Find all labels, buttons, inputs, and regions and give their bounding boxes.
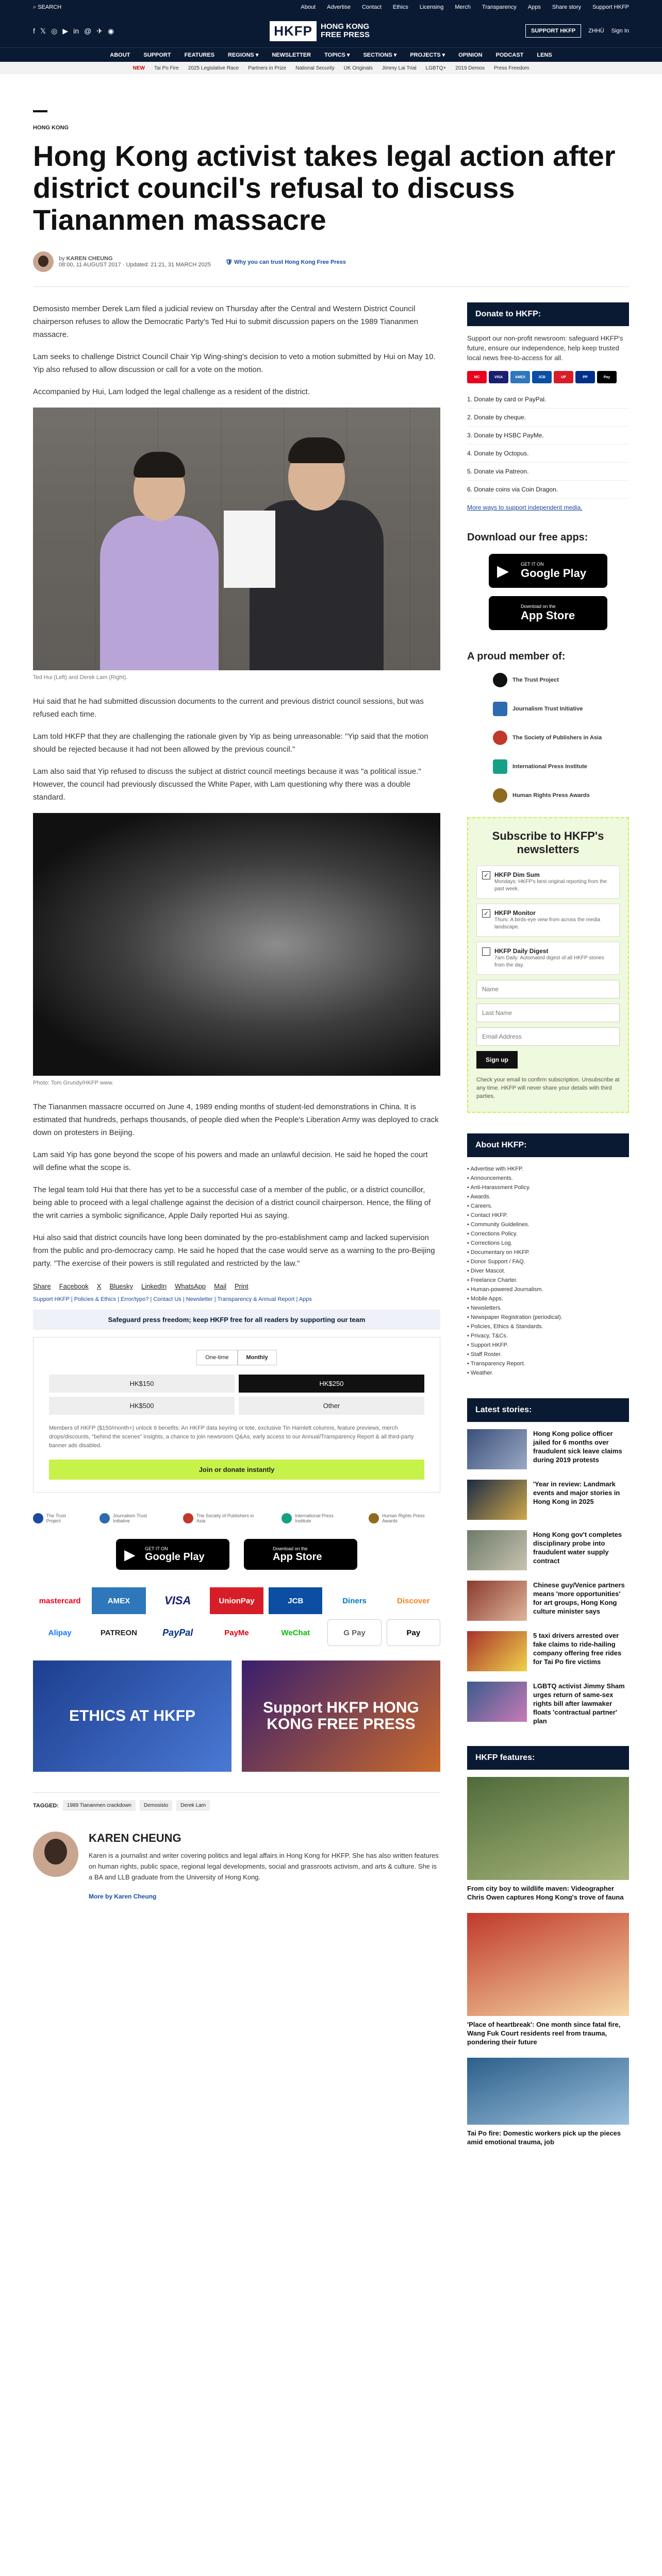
tag[interactable]: 1989 Tiananmen crackdown (63, 1800, 136, 1811)
section-rule (33, 110, 47, 112)
story-thumbnail (467, 1581, 527, 1621)
tag[interactable]: Derek Lam (176, 1800, 210, 1811)
member-logo[interactable] (493, 788, 629, 803)
google-play-icon: ▶ (124, 1547, 136, 1563)
about-link[interactable]: • Staff Roster. (467, 1350, 629, 1359)
member-logo[interactable] (493, 731, 629, 745)
partner-mark-icon (183, 1513, 193, 1523)
feature-story[interactable] (467, 2058, 629, 2146)
payment-logo: G Pay (327, 1619, 381, 1646)
top-link-licensing[interactable]: Licensing (419, 4, 444, 10)
top-link-about[interactable]: About (301, 4, 316, 10)
partner-mark-icon (369, 1513, 379, 1523)
member-name: Journalism Trust Initiative (512, 705, 583, 712)
author-box-name[interactable]: KAREN CHEUNG (89, 1832, 181, 1844)
sopa-icon (493, 731, 507, 745)
last-name-input[interactable] (476, 1004, 620, 1022)
story-headline: LGBTQ activist Jimmy Sham urges return of same-sex rights bill after lawmaker floats 'contractual partner' plan (533, 1682, 625, 1725)
tags (33, 1792, 440, 1811)
photo-caption: Ted Hui (Left) and Derek Lam (Right). (33, 674, 128, 681)
story-headline: 'Year in review: Landmark events and major stories in Hong Kong in 2025 (533, 1480, 620, 1505)
photo-caption: Photo: Tom Grundy/HKFP www. (33, 1080, 114, 1086)
google-play-badge[interactable] (489, 554, 607, 588)
badge-small-text: Download on the (273, 1546, 308, 1551)
membership-note: Members of HKFP ($150/month+) unlock 6 benefits: An HKFP data keyring or tote, exclusive Tin Hamlett columns, feature previews, merch drops/discounts, "behind the scenes" insights, a chance to join newsroom Q&As, early access to our Annual/Transparency Report & all third-party banner ads disabled. (49, 1425, 414, 1449)
feature-headline: 'Place of heartbreak': One month since fatal fire, Wang Fuk Court residents reel from trauma, pondering their future (467, 2021, 621, 2046)
article-body (33, 302, 440, 2158)
paragraph: Lam seeks to challenge District Council Chair Yip Wing-shing's decision to veto a motion submitted by Hui on May 10. Yip also refused to allow discussion or call for a vote on the motion. (33, 352, 436, 374)
badge-store-name: Google Play (145, 1551, 205, 1563)
monthly-toggle[interactable]: Monthly (238, 1350, 277, 1365)
share-print[interactable]: Print (234, 1282, 249, 1290)
partner-mark-icon (282, 1513, 292, 1523)
social-icons (33, 27, 114, 36)
payment-logo: Alipay (48, 1628, 72, 1637)
linkedin-icon[interactable]: in (73, 26, 79, 35)
about-link[interactable]: • Policies, Ethics & Standards. (467, 1322, 629, 1331)
newsletter-option[interactable] (476, 904, 620, 937)
top-link-apps[interactable]: Apps (527, 4, 541, 10)
logo-line-2: FREE PRESS (321, 30, 370, 39)
nav-sections[interactable]: SECTIONS ▾ (363, 52, 397, 58)
about-link[interactable]: • Donor Support / FAQ. (467, 1257, 629, 1266)
more-ways-link[interactable]: More ways to support independent media. (467, 504, 583, 511)
donate-widget (33, 1337, 440, 1493)
donate-sidebar-text: Support our non-profit newsroom: safeguard HKFP's future, ensure our independence, help keep trusted local news free-to-access for all. (467, 334, 623, 362)
payment-logo: PayPal (162, 1627, 193, 1638)
about-link[interactable]: • Mobile Apps. (467, 1294, 629, 1303)
trust-project-icon (493, 673, 507, 687)
about-link[interactable]: • Transparency Report. (467, 1359, 629, 1368)
about-title: About HKFP: (467, 1133, 629, 1157)
payment-logo: AMEX (92, 1587, 145, 1614)
page-container (33, 74, 629, 2158)
about-link[interactable]: • Newsletters. (467, 1303, 629, 1313)
story-thumbnail (467, 1429, 527, 1469)
donate-method[interactable]: 6. Donate coins via Coin Dragon. (467, 481, 629, 499)
trending-link[interactable]: Jimmy Lai Trial (382, 65, 417, 71)
badge-small-text: Download on the (521, 604, 556, 609)
payment-logo: Pay (387, 1619, 440, 1646)
story-thumbnail (467, 1682, 527, 1722)
applepay-icon: Pay (597, 371, 617, 383)
partner-logo[interactable] (282, 1513, 350, 1523)
article-dates: 08:00, 11 AUGUST 2017 · Updated: 21:21, 31 MARCH 2025 (59, 262, 211, 268)
hrpa-icon (493, 788, 507, 803)
newsletter-name: HKFP Daily Digest (494, 947, 549, 955)
about-link[interactable]: • Announcements. (467, 1174, 629, 1183)
partner-name: The Society of Publishers in Asia (196, 1513, 254, 1523)
trust-link-label: Why you can trust Hong Kong Free Press (234, 259, 346, 265)
partner-name: Journalism Trust Initiative (113, 1513, 147, 1523)
join-donate-button[interactable]: Join or donate instantly (49, 1460, 424, 1480)
support-links-row[interactable]: Support HKFP | Policies & Ethics | Error/typo? | Contact Us | Newsletter | Transparency & Annual Report | Apps (33, 1296, 312, 1302)
about-list (467, 1164, 629, 1378)
trending-link[interactable]: Partners in Prize (248, 65, 287, 71)
donate-method[interactable]: 1. Donate by card or PayPal. (467, 391, 629, 409)
tag[interactable]: Demosisto (140, 1800, 172, 1811)
about-link[interactable]: • Contact HKFP. (467, 1211, 629, 1220)
payment-logo: JCB (269, 1587, 322, 1614)
donate-sidebar-title: Donate to HKFP: (467, 302, 629, 326)
features-title: HKFP features: (467, 1746, 629, 1770)
app-store-badge[interactable] (244, 1539, 357, 1570)
latest-story[interactable] (467, 1530, 629, 1570)
main-nav (0, 47, 662, 62)
youtube-icon[interactable]: ▶ (62, 26, 69, 35)
newsletter-desc: Thurs: A birds-eye view from across the media landscape. (494, 917, 601, 930)
story-thumbnail (467, 1480, 527, 1520)
feature-image (467, 1913, 629, 2016)
nav-features[interactable]: FEATURES (184, 52, 215, 58)
latest-story[interactable] (467, 1581, 629, 1621)
google-play-icon: ▶ (497, 563, 509, 580)
donate-method[interactable]: 4. Donate by Octopus. (467, 445, 629, 463)
paragraph: Lam also said that Yip refused to discuss the subject at district council meetings because it was "a political issue." However, the council had previously discussed the White Paper, with Lam questioning why there was a double standard. (33, 767, 421, 802)
share-bar (33, 1282, 440, 1290)
story-headline: 5 taxi drivers arrested over fake claims to ride-hailing company offering free rides for Tai Po fire victims (533, 1632, 622, 1666)
facebook-icon[interactable]: f (33, 26, 35, 35)
donate-method[interactable]: 3. Donate by HSBC PayMe. (467, 427, 629, 445)
author-box (33, 1832, 440, 1901)
sidebar (467, 302, 629, 2158)
share-label[interactable]: Share (33, 1282, 51, 1290)
feature-story[interactable] (467, 1913, 629, 2046)
payment-logo: VISA (164, 1594, 191, 1607)
trending-link[interactable]: Press Freedom (493, 65, 529, 71)
share-x[interactable]: X (96, 1282, 102, 1290)
badge-store-name: App Store (273, 1551, 322, 1563)
top-link-merch[interactable]: Merch (455, 4, 471, 10)
partner-logo[interactable] (369, 1513, 440, 1523)
about-link[interactable]: • Documentary on HKFP. (467, 1248, 629, 1257)
x-icon[interactable]: 𝕏 (40, 26, 46, 35)
latest-story[interactable] (467, 1480, 629, 1520)
trending-link[interactable]: LGBTQ+ (425, 65, 446, 71)
logo-mark: HKFP (270, 21, 317, 41)
badge-store-name: App Store (521, 609, 575, 622)
card-icons (467, 371, 629, 383)
share-whatsapp[interactable]: WhatsApp (175, 1282, 206, 1290)
more-by-author-link[interactable]: More by Karen Cheung (89, 1893, 157, 1900)
top-link-contact[interactable]: Contact (361, 4, 382, 10)
trending-bar (0, 62, 662, 74)
author-avatar[interactable] (33, 251, 54, 272)
member-logo[interactable] (493, 702, 629, 716)
ethics-promo[interactable]: ETHICS AT HKFP (33, 1660, 231, 1772)
donate-method[interactable]: 2. Donate by cheque. (467, 409, 629, 427)
about-link[interactable]: • Privacy, T&Cs. (467, 1331, 629, 1341)
top-link-advertise[interactable]: Advertise (327, 4, 351, 10)
support-hkfp-button[interactable]: SUPPORT HKFP (525, 24, 581, 38)
trending-link[interactable]: National Security (295, 65, 335, 71)
payment-logo: Diners (342, 1596, 367, 1605)
member-logo[interactable] (493, 673, 629, 687)
support-promo[interactable]: Support HKFP HONG KONG FREE PRESS (242, 1660, 440, 1772)
language-switch[interactable]: ZHHÜ (588, 28, 604, 34)
about-link[interactable]: • Human-powered Journalism. (467, 1285, 629, 1294)
partner-name: The Trust Project (46, 1513, 66, 1523)
trust-link[interactable]: 🛡 Why you can trust Hong Kong Free Press (225, 259, 346, 265)
payment-logo: PATREON (100, 1628, 137, 1637)
byline (33, 251, 629, 287)
newsletter-desc: Mondays: HKFP's best original reporting from the past week. (494, 879, 607, 892)
email-input[interactable] (476, 1027, 620, 1046)
sign-up-button[interactable]: Sign up (476, 1051, 518, 1069)
amount-option-selected[interactable]: HK$250 (239, 1375, 424, 1393)
share-facebook[interactable]: Facebook (59, 1282, 89, 1290)
one-time-toggle[interactable]: One-time (196, 1350, 237, 1365)
amount-option[interactable]: HK$150 (49, 1375, 235, 1393)
story-headline: Chinese guy/Venice partners means 'more opportunities' for art groups, Hong Kong culture minister says (533, 1581, 625, 1615)
paragraph: Hui said that he had submitted discussion documents to the current and previous district council sessions, but was refused each time. (33, 697, 424, 719)
member-logo[interactable] (493, 759, 629, 774)
latest-story[interactable] (467, 1429, 629, 1469)
story-thumbnail (467, 1530, 527, 1570)
payment-logo: PayMe (224, 1628, 249, 1637)
feature-image (467, 2058, 629, 2125)
ipi-icon (493, 759, 507, 774)
section-label[interactable]: HONG KONG (33, 125, 69, 131)
checkbox-icon[interactable] (482, 947, 490, 956)
member-name: The Society of Publishers in Asia (512, 734, 602, 741)
share-bluesky[interactable]: Bluesky (109, 1282, 133, 1290)
top-link-ethics[interactable]: Ethics (392, 4, 408, 10)
partner-logos (33, 1513, 440, 1523)
partner-logo[interactable] (100, 1513, 164, 1523)
member-name: International Press Institute (512, 763, 587, 770)
partner-logo[interactable] (183, 1513, 263, 1523)
newsletter-signup (467, 817, 629, 1113)
about-link[interactable]: • Community Guidelines. (467, 1220, 629, 1229)
sign-in-link[interactable]: Sign In (611, 28, 629, 34)
badge-small-text: GET IT ON (145, 1546, 168, 1551)
donate-methods (467, 391, 629, 499)
top-link-transparency[interactable]: Transparency (482, 4, 517, 10)
partner-name: International Press Institute (294, 1513, 334, 1523)
amount-option-other[interactable]: Other (239, 1397, 424, 1415)
author-avatar-large[interactable] (33, 1832, 78, 1877)
payment-logo: WeChat (281, 1628, 310, 1637)
google-play-badge[interactable] (116, 1539, 229, 1570)
donate-strip[interactable]: Safeguard press freedom; keep HKFP free for all readers by supporting our team (33, 1310, 440, 1330)
article-photo-2 (33, 813, 440, 1076)
trending-link[interactable]: 2025 Legislative Race (188, 65, 239, 71)
paragraph: Accompanied by Hui, Lam lodged the legal challenge as a resident of the district. (33, 387, 310, 396)
site-logo[interactable] (114, 21, 525, 41)
member-name: Human Rights Press Awards (512, 792, 590, 799)
nav-topics[interactable]: TOPICS ▾ (324, 52, 350, 58)
paragraph: Demosisto member Derek Lam filed a judicial review on Thursday after the Central and Western District Council chairperson refuses to allow the Democratic Party's Ted Hui to submit discussion papers on the 1989 Tiananmen massacre. (33, 304, 419, 339)
nav-opinion[interactable]: OPINION (458, 52, 483, 58)
paragraph: Lam told HKFP that they are challenging the rationale given by Yip as being unreasonable: "Yip said that the motion should be rejected because it had not been allowed by the previous council." (33, 732, 428, 754)
about-link[interactable]: • Awards. (467, 1192, 629, 1201)
nav-projects[interactable]: PROJECTS ▾ (410, 52, 445, 58)
about-link[interactable]: • Corrections Policy. (467, 1229, 629, 1239)
trending-link[interactable]: 2019 Demos (455, 65, 485, 71)
search-link[interactable]: ⌕ SEARCH (33, 4, 62, 10)
about-link[interactable]: • Advertise with HKFP. (467, 1164, 629, 1174)
badge-store-name: Google Play (521, 567, 587, 580)
partner-mark-icon (33, 1513, 43, 1523)
paragraph: The Tiananmen massacre occurred on June 4, 1989 ending months of student-led demonstrations in China. It is estimated that hundreds, perhaps thousands, of people died when the People's Liberation Army was deployed to crack down on protesters in Beijing. (33, 1103, 439, 1137)
author-bio: Karen is a journalist and writer covering politics and legal affairs in Hong Kong for HKFP. She has also written features on human rights, public space, regional legal developments, social and grassroots activism, and arts & culture. She is a BA and LLB graduate from the University of Hong Kong. (89, 1852, 439, 1881)
search-label: SEARCH (38, 4, 62, 10)
about-link[interactable]: • Careers. (467, 1201, 629, 1211)
jcb-icon: JCB (532, 371, 552, 383)
checkbox-checked-icon[interactable]: ✓ (482, 909, 490, 918)
paragraph: Lam said Yip has gone beyond the scope of his powers and made an unlawful decision. He said he hoped the court will define what the scope is. (33, 1150, 428, 1172)
nav-lens[interactable]: LENS (537, 52, 552, 58)
payment-logo: UnionPay (210, 1587, 263, 1614)
jti-icon (493, 702, 507, 716)
latest-story[interactable] (467, 1682, 629, 1725)
partner-name: Human Rights Press Awards (382, 1513, 425, 1523)
amex-icon: AMEX (510, 371, 530, 383)
paypal-icon: PP (575, 371, 595, 383)
share-mail[interactable]: Mail (214, 1282, 226, 1290)
latest-title: Latest stories: (467, 1398, 629, 1422)
newsletter-desc: 7am Daily: Automated digest of all HKFP stories from the day. (494, 955, 604, 968)
about-link[interactable]: • Support HKFP. (467, 1341, 629, 1350)
new-badge: NEW (133, 65, 145, 71)
telegram-icon[interactable]: ✈ (96, 26, 103, 35)
about-link[interactable]: • Newspaper Registration (periodical). (467, 1313, 629, 1322)
article-photo-1 (33, 408, 440, 670)
author-name[interactable]: KAREN CHEUNG (66, 256, 113, 262)
newsletter-option[interactable] (476, 942, 620, 975)
feature-headline: Tai Po fire: Domestic workers pick up the pieces amid emotional trauma, job (467, 2129, 621, 2146)
about-link[interactable]: • Corrections Log. (467, 1239, 629, 1248)
member-name: The Trust Project (512, 676, 559, 683)
feature-headline: From city boy to wildlife maven: Videographer Chris Owen captures Hong Kong's trove of fauna (467, 1885, 624, 1901)
about-link[interactable]: • Freelance Charter. (467, 1276, 629, 1285)
newsletter-name: HKFP Monitor (494, 909, 536, 917)
nav-podcast[interactable]: PODCAST (495, 52, 524, 58)
member-title: A proud member of: (467, 651, 566, 662)
logo-line-1: HONG KONG (321, 22, 370, 31)
payment-logo: Discover (397, 1596, 430, 1605)
paragraph: Hui also said that district councils have long been dominated by the pro-establishment camp and lacked supervision from the public and pro-democracy camp. He said he hoped that the case would serve as a warning to the pro-Beijing party. "The exercise of their powers is still regulated and restricted by the law." (33, 1233, 435, 1268)
byline-by: by (59, 256, 65, 262)
feature-story[interactable] (467, 1777, 629, 1902)
mastercard-icon: MC (467, 371, 487, 383)
newsletter-title: Subscribe to HKFP's newsletters (492, 829, 604, 856)
paragraph: The legal team told Hui that there has yet to be a successful case of a member of the public, or a district councillor, being able to proceed with a legal challenge against the decision of a district council chairperson. Hence, the filing of the writ carries a symbolic significance, Apple Daily reported Hui as saying. (33, 1185, 431, 1220)
nav-support[interactable]: SUPPORT (143, 52, 171, 58)
apps-title: Download our free apps: (467, 532, 588, 543)
newsletter-name: HKFP Dim Sum (494, 871, 540, 878)
payment-methods (33, 1587, 440, 1646)
latest-story[interactable] (467, 1631, 629, 1671)
nav-regions[interactable]: REGIONS ▾ (228, 52, 259, 58)
newsletter-option[interactable] (476, 866, 620, 899)
article-title: Hong Kong activist takes legal action after district council's refusal to discuss Tiananmen massacre (33, 140, 616, 236)
nav-about[interactable]: ABOUT (110, 52, 130, 58)
instagram-icon[interactable]: ◎ (51, 26, 58, 35)
partner-mark-icon (100, 1513, 110, 1523)
story-headline: Hong Kong gov't completes disciplinary probe into fraudulent water supply contract (533, 1531, 622, 1565)
unionpay-icon: UP (554, 371, 573, 383)
checkbox-checked-icon[interactable]: ✓ (482, 871, 490, 879)
promo-banners (33, 1660, 440, 1772)
amount-option[interactable]: HK$500 (49, 1397, 235, 1415)
top-link-support[interactable]: Support HKFP (592, 4, 629, 10)
payment-logo: mastercard (39, 1596, 81, 1605)
trending-link[interactable]: UK Originals (343, 65, 373, 71)
first-name-input[interactable] (476, 980, 620, 998)
top-link-share-story[interactable]: Share story (552, 4, 582, 10)
about-link[interactable]: • Weather. (467, 1368, 629, 1378)
badge-small-text: GET IT ON (521, 562, 544, 567)
about-link[interactable]: • Anti-Harassment Policy. (467, 1183, 629, 1192)
logo-wordmark (321, 23, 370, 39)
feature-image (467, 1777, 629, 1880)
donate-method[interactable]: 5. Donate via Patreon. (467, 463, 629, 481)
top-utility-bar (0, 0, 662, 14)
about-link[interactable]: • Diver Mascot. (467, 1266, 629, 1276)
story-thumbnail (467, 1631, 527, 1671)
story-headline: Hong Kong police officer jailed for 6 months over fraudulent sick leave claims during 2019 protests (533, 1430, 622, 1464)
newsletter-footnote: Check your email to confirm subscription. Unsubscribe at any time. HKFP will never share your details with third parties. (476, 1077, 620, 1099)
threads-icon[interactable]: @ (84, 26, 92, 35)
partner-logo[interactable] (33, 1513, 81, 1523)
share-linkedin[interactable]: LinkedIn (141, 1282, 167, 1290)
app-badges (33, 1539, 440, 1570)
rss-icon[interactable]: ◉ (108, 26, 114, 35)
nav-newsletter[interactable]: NEWSLETTER (272, 52, 311, 58)
app-store-badge[interactable] (489, 596, 607, 630)
site-header (0, 14, 662, 47)
tagged-label: TAGGED: (33, 1802, 59, 1809)
trending-link[interactable]: Tai Po Fire (154, 65, 179, 71)
visa-icon: VISA (489, 371, 508, 383)
